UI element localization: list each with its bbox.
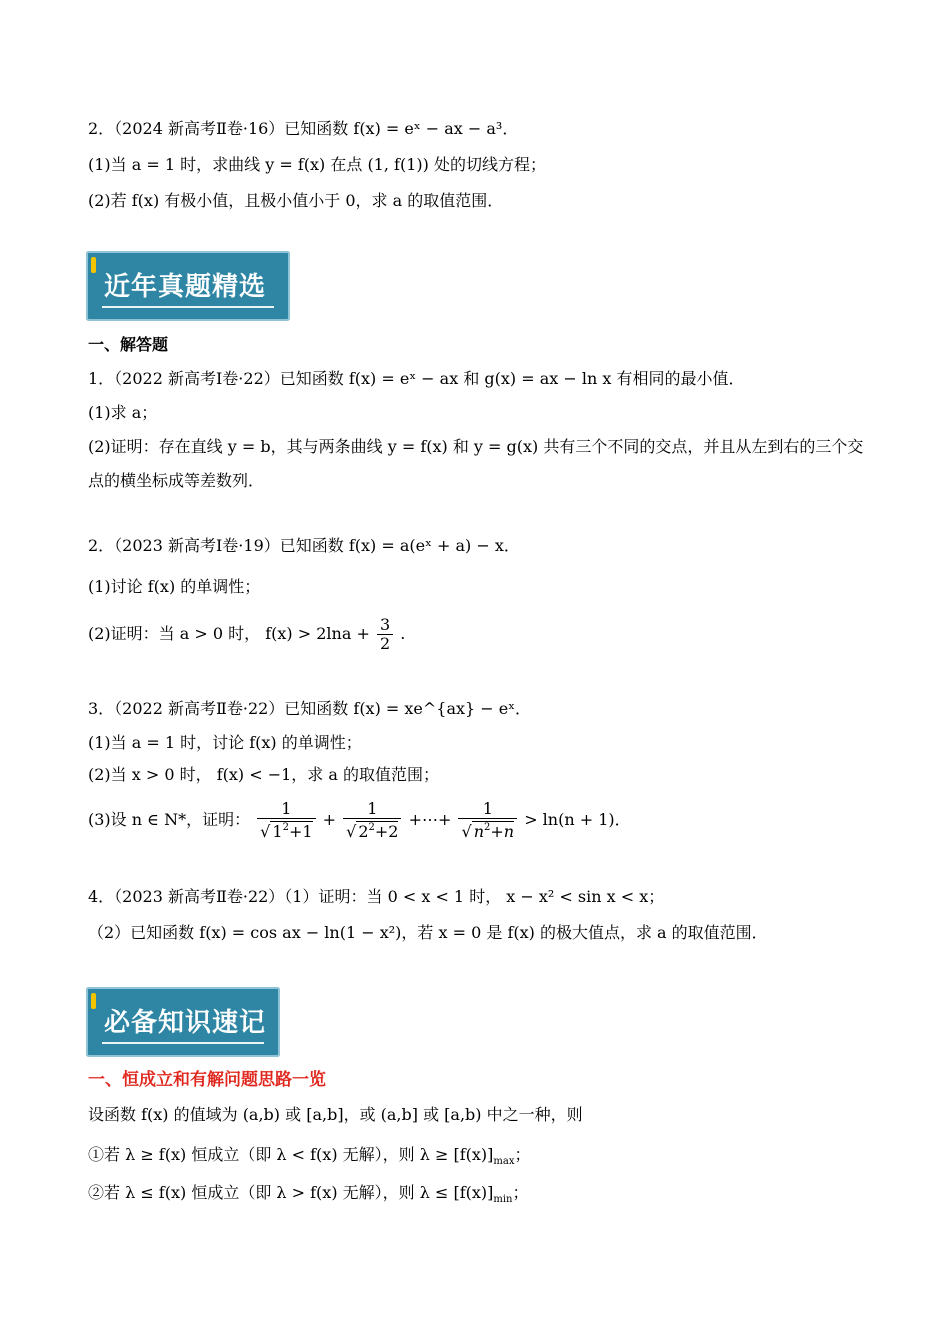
problem-2-part1: (1)讨论 f(x) 的单调性； bbox=[88, 577, 261, 596]
fraction-numerator: 3 bbox=[377, 616, 393, 635]
problem-3-part3-text: (3)设 n ∈ N*，证明： bbox=[88, 810, 251, 829]
fraction-three-halves bbox=[377, 616, 393, 653]
problem-1-part2a: (2)证明：存在直线 y = b，其与两条曲线 y = f(x) 和 y = g(x) 共有三个不同的交点，并且从左到右的三个交 bbox=[88, 437, 864, 456]
knowledge-item-1-sub: max bbox=[493, 1156, 515, 1167]
banner-title: 必备知识速记 bbox=[104, 1008, 267, 1038]
punctuation: ； bbox=[512, 1183, 529, 1202]
problem-4-stem: 4．（2023 新高考Ⅱ卷·22）（1）证明：当 0 < x < 1 时， x − x² < sin x < x； bbox=[88, 887, 665, 906]
banner-accent-bar bbox=[91, 993, 96, 1009]
knowledge-item-2-sub: min bbox=[493, 1194, 513, 1205]
problem-3-part3: (3)设 n ∈ N*，证明： $\frac{1}{√ 1^2+1}$ + $\frac{1}{√ 2^2+2}$ +⋯+ $\frac{1}{√ n^2+n}$ > ln(n + 1)． bbox=[88, 799, 631, 841]
problem-2-part2: (2)证明：当 a > 0 时， f(x) > 2lna + $\frac{3}{2}$ . bbox=[88, 615, 406, 653]
banner-underline bbox=[102, 306, 274, 308]
problem-4-part2: （2）已知函数 f(x) = cos ax − ln(1 − x²)，若 x = 0 是 f(x) 的极大值点，求 a 的取值范围． bbox=[88, 923, 768, 942]
banner-accent-bar bbox=[91, 257, 96, 273]
series-term-2: $\frac{1}{√ 2^2+2}$ bbox=[343, 800, 401, 841]
punctuation: ； bbox=[514, 1145, 531, 1164]
banner-underline bbox=[102, 1042, 264, 1044]
problem-3-part3-tail: > ln(n + 1)． bbox=[524, 810, 631, 829]
fraction-denominator: 2 bbox=[379, 634, 391, 653]
knowledge-item-1 bbox=[88, 1144, 530, 1173]
problem-1-part2b: 点的横坐标成等差数列． bbox=[88, 471, 265, 490]
problem-3-part1: (1)当 a = 1 时，讨论 f(x) 的单调性； bbox=[88, 733, 362, 752]
problem-2-part2-math: f(x) > 2lna + bbox=[265, 624, 370, 643]
knowledge-intro: 设函数 f(x) 的值域为 (a,b) 或 [a,b]，或 (a,b] 或 [a,b) 中之一种，则 bbox=[88, 1105, 583, 1124]
section-banner-recent-exams bbox=[86, 251, 290, 321]
series-term-1: $\frac{1}{√ 1^2+1}$ bbox=[257, 800, 315, 841]
section-heading: 一、解答题 bbox=[88, 335, 169, 354]
section-banner-key-knowledge bbox=[86, 987, 280, 1057]
top-problem-stem: 2．（2024 新高考Ⅱ卷·16）已知函数 f(x) = eˣ − ax − a³． bbox=[88, 119, 519, 138]
top-problem-part1: (1)当 a = 1 时，求曲线 y = f(x) 在点 (1, f(1)) 处的切线方程； bbox=[88, 155, 546, 174]
problem-2-part2-text: (2)证明：当 a > 0 时， bbox=[88, 624, 261, 643]
problem-1-stem: 1．（2022 新高考Ⅰ卷·22）已知函数 f(x) = eˣ − ax 和 g(x) = ax − ln x 有相同的最小值． bbox=[88, 369, 745, 388]
banner-title: 近年真题精选 bbox=[104, 272, 267, 302]
problem-3-stem: 3．（2022 新高考Ⅱ卷·22）已知函数 f(x) = xe^{ax} − eˣ． bbox=[88, 699, 532, 718]
problem-3-part2: (2)当 x > 0 时， f(x) < −1，求 a 的取值范围； bbox=[88, 765, 440, 784]
series-term-n: $\frac{1}{√ n^2+n}$ bbox=[458, 800, 517, 841]
knowledge-item-2-text: ②若 λ ≤ f(x) 恒成立（即 λ > f(x) 无解），则 λ ≤ [f(x)] bbox=[88, 1183, 494, 1202]
knowledge-item-1-text: ①若 λ ≥ f(x) 恒成立（即 λ < f(x) 无解），则 λ ≥ [f(x)] bbox=[88, 1145, 494, 1164]
knowledge-heading: 一、恒成立和有解问题思路一览 bbox=[88, 1070, 326, 1090]
top-problem-part2: (2)若 f(x) 有极小值，且极小值小于 0，求 a 的取值范围． bbox=[88, 191, 504, 210]
knowledge-item-2 bbox=[88, 1182, 529, 1211]
problem-2-stem: 2．（2023 新高考Ⅰ卷·19）已知函数 f(x) = a(eˣ + a) − x． bbox=[88, 536, 520, 555]
problem-1-part1: (1)求 a； bbox=[88, 403, 158, 422]
